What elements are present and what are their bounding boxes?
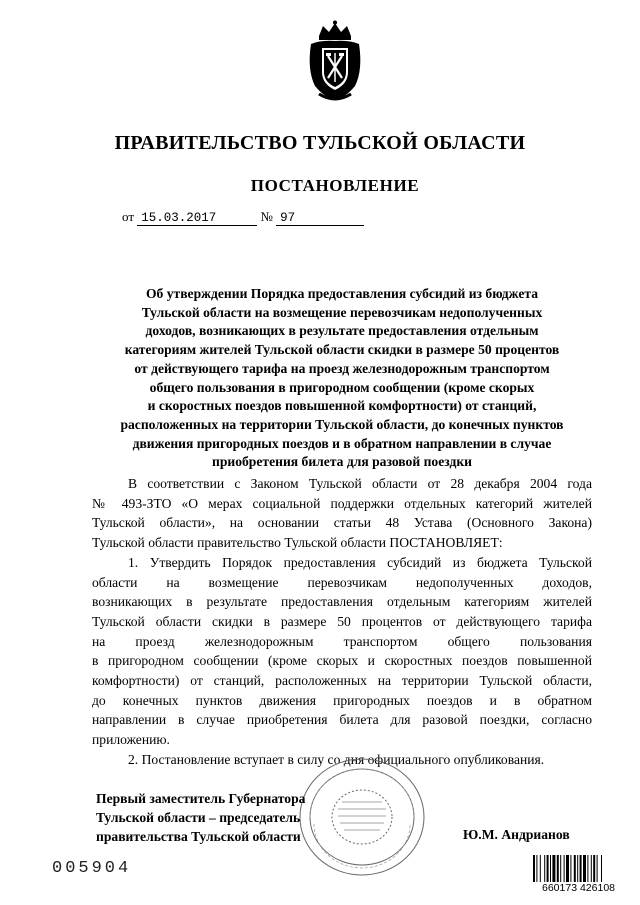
body-line: 2. Постановление вступает в силу со дня официального опубликования.: [128, 751, 545, 767]
subject-line: доходов, возникающих в результате предоставления отдельным: [145, 323, 539, 339]
government-title: ПРАВИТЕЛЬСТВО ТУЛЬСКОЙ ОБЛАСТИ: [114, 132, 526, 154]
document-type: ПОСТАНОВЛЕНИЕ: [250, 176, 420, 195]
date-prefix: от: [122, 209, 135, 224]
body-line: В соответствии с Законом Тульской области от 28 декабря 2004 года: [128, 476, 592, 491]
body-line: Тульской области», на основании статьи 48 Устава (Основного Закона): [92, 515, 592, 531]
body-line: комфортности) от станций, расположенных на территории Тульской области,: [92, 673, 592, 689]
subject-line: Тульской области на возмещение перевозчикам недополученных: [141, 304, 543, 320]
subject-line: Об утверждении Порядка предоставления субсидий из бюджета: [145, 286, 539, 301]
signatory-position-line: Первый заместитель Губернатора: [96, 791, 306, 806]
body-line: до конечных пунктов движения пригородных поездов и в обратном: [92, 692, 592, 708]
body-line: Тульской области правительство Тульской области ПОСТАНОВЛЯЕТ:: [92, 535, 503, 551]
signatory-position: [96, 789, 356, 846]
signatory-position-line: Тульской области – председатель: [96, 810, 301, 825]
body-line: на проезд железнодорожным транспортом общего пользования: [92, 633, 592, 649]
number-prefix: №: [260, 209, 273, 224]
subject-line: движения пригородных поездов и в обратном направлении в случае: [132, 435, 552, 451]
document-date: 15.03.2017: [141, 211, 217, 225]
document-subject: [82, 285, 602, 472]
subject-line: приобретения билета для разовой поездки: [211, 454, 473, 470]
body-line: возникающих в результате предоставления отдельным категориям жителей: [92, 594, 592, 610]
body-line: 1. Утвердить Порядок предоставления субсидий из бюджета Тульской: [128, 554, 592, 570]
registration-number: 005904: [52, 859, 132, 878]
document-body: [92, 474, 592, 770]
subject-line: общего пользования в пригородном сообщении (кроме скорых: [149, 379, 535, 395]
subject-line: от действующего тарифа на проезд железнодорожным транспортом: [134, 360, 550, 376]
document-number: 97: [280, 211, 296, 225]
signatory-position-line: правительства Тульской области: [96, 829, 301, 844]
subject-line: и скоростных поездов повышенной комфортности) от станций,: [147, 398, 537, 414]
barcode-number: 660173 426108: [531, 882, 626, 894]
body-line: в пригородном сообщении (кроме скорых и скоростных поездов повышенной: [92, 653, 592, 669]
coat-of-arms-emblem: [305, 20, 365, 102]
body-line: приложению.: [92, 732, 170, 748]
body-line: № 493-ЗТО «О мерах социальной поддержки отдельных категорий жителей: [92, 495, 592, 511]
date-number-line: [122, 209, 364, 226]
body-line: направлении в случае приобретения билета для разовой поездки, согласно: [92, 712, 592, 728]
body-line: Тульской области скидки в размере 50 процентов от действующего тарифа: [92, 613, 592, 629]
subject-line: расположенных на территории Тульской области, до конечных пунктов: [120, 416, 564, 432]
signatory-name: Ю.М. Андрианов: [463, 827, 570, 842]
body-line: области на возмещение перевозчикам недополученных доходов,: [92, 574, 592, 590]
subject-line: категориям жителей Тульской области скидки в размере 50 процентов: [124, 342, 560, 358]
